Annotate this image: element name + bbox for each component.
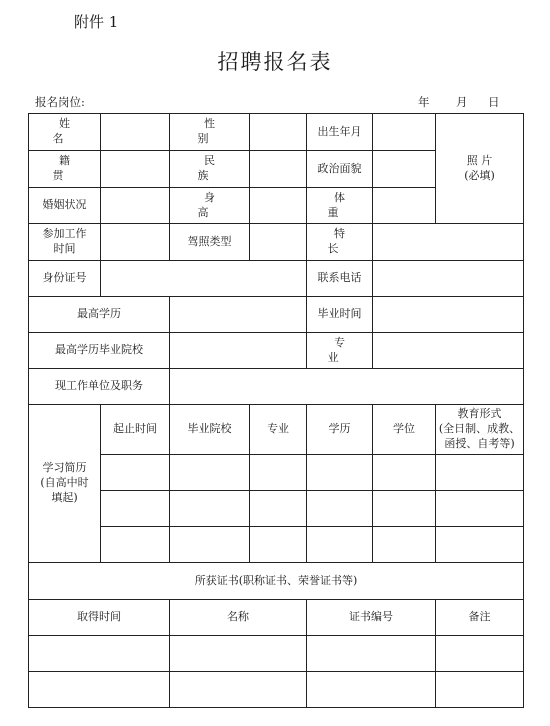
study-col-school: 毕业院校 — [170, 405, 250, 455]
gender-label: 性 别 — [170, 114, 250, 151]
native-field[interactable] — [101, 151, 170, 188]
phone-label: 联系电话 — [307, 261, 373, 297]
name-label: 姓 名 — [29, 114, 101, 151]
cert-cell[interactable] — [436, 636, 524, 672]
weight-label: 体 重 — [307, 188, 373, 224]
registration-form — [28, 113, 524, 708]
study-cell[interactable] — [250, 527, 307, 563]
work-start-line-2: 时间 — [53, 242, 76, 255]
phone-field[interactable] — [373, 261, 524, 297]
grad-time-label: 毕业时间 — [307, 297, 373, 333]
cert-cell[interactable] — [29, 636, 170, 672]
study-cell[interactable] — [101, 527, 170, 563]
form-title: 招聘报名表 — [217, 50, 333, 74]
photo-box[interactable] — [436, 114, 524, 224]
id-field[interactable] — [101, 261, 307, 297]
study-cell[interactable] — [373, 491, 436, 527]
cert-cell[interactable] — [307, 672, 436, 708]
height-label: 身 高 — [170, 188, 250, 224]
study-history-label — [29, 405, 101, 563]
school-label: 最高学历毕业院校 — [29, 333, 170, 369]
study-cell[interactable] — [101, 491, 170, 527]
cert-col-date: 取得时间 — [29, 600, 170, 636]
ethnic-field[interactable] — [250, 151, 307, 188]
work-start-field[interactable] — [101, 224, 170, 261]
study-label-line-2: (自高中时 — [40, 476, 89, 490]
date-month: 月 — [456, 95, 468, 109]
study-col-major: 专业 — [250, 405, 307, 455]
work-start-label — [29, 224, 101, 261]
native-label: 籍 贯 — [29, 151, 101, 188]
study-label-line-3: 填起) — [51, 490, 78, 504]
study-row — [29, 455, 524, 491]
study-col-period: 起止时间 — [101, 405, 170, 455]
cert-row — [29, 636, 524, 672]
cert-col-number: 证书编号 — [307, 600, 436, 636]
birth-label: 出生年月 — [307, 114, 373, 151]
study-form-line-2: (全日制、成教、 — [438, 422, 521, 436]
study-form-line-1: 教育形式 — [457, 407, 502, 421]
study-cell[interactable] — [373, 455, 436, 491]
study-row — [29, 527, 524, 563]
study-cell[interactable] — [307, 527, 373, 563]
specialty-label: 特 长 — [307, 224, 373, 261]
marital-label: 婚姻状况 — [29, 188, 101, 224]
license-field[interactable] — [250, 224, 307, 261]
cert-cell[interactable] — [170, 672, 307, 708]
political-label: 政治面貌 — [307, 151, 373, 188]
id-label: 身份证号 — [29, 261, 101, 297]
cert-cell[interactable] — [29, 672, 170, 708]
study-cell[interactable] — [170, 455, 250, 491]
name-field[interactable] — [101, 114, 170, 151]
date-day: 日 — [488, 95, 500, 109]
specialty-field[interactable] — [373, 224, 524, 261]
post-label: 报名岗位: — [35, 95, 85, 109]
cert-col-name: 名称 — [170, 600, 307, 636]
study-cell[interactable] — [436, 455, 524, 491]
cert-cell[interactable] — [170, 636, 307, 672]
grad-time-field[interactable] — [373, 297, 524, 333]
school-field[interactable] — [170, 333, 307, 369]
study-col-degree: 学位 — [373, 405, 436, 455]
birth-field[interactable] — [373, 114, 436, 151]
photo-label: 照 片 — [466, 153, 493, 167]
cert-col-remark: 备注 — [436, 600, 524, 636]
study-label-line-1: 学习简历 — [42, 461, 87, 475]
study-col-degree-level: 学历 — [307, 405, 373, 455]
license-label: 驾照类型 — [170, 224, 250, 261]
education-field[interactable] — [170, 297, 307, 333]
photo-note: (必填) — [464, 168, 495, 182]
study-cell[interactable] — [101, 455, 170, 491]
study-cell[interactable] — [250, 455, 307, 491]
weight-field[interactable] — [373, 188, 436, 224]
major-field[interactable] — [373, 333, 524, 369]
study-cell[interactable] — [307, 455, 373, 491]
cert-row — [29, 672, 524, 708]
major-label: 专 业 — [307, 333, 373, 369]
attachment-label: 附件 1 — [74, 13, 119, 31]
cert-cell[interactable] — [436, 672, 524, 708]
study-cell[interactable] — [436, 527, 524, 563]
marital-field[interactable] — [101, 188, 170, 224]
certificates-title: 所获证书(职称证书、荣誉证书等) — [29, 563, 524, 600]
study-cell[interactable] — [373, 527, 436, 563]
study-cell[interactable] — [170, 491, 250, 527]
employer-field[interactable] — [170, 369, 524, 405]
employer-label: 现工作单位及职务 — [29, 369, 170, 405]
study-cell[interactable] — [170, 527, 250, 563]
study-cell[interactable] — [436, 491, 524, 527]
study-col-form — [436, 405, 524, 455]
gender-field[interactable] — [250, 114, 307, 151]
study-row — [29, 491, 524, 527]
ethnic-label: 民 族 — [170, 151, 250, 188]
study-cell[interactable] — [250, 491, 307, 527]
political-field[interactable] — [373, 151, 436, 188]
cert-cell[interactable] — [307, 636, 436, 672]
study-form-line-3: 函授、自考等) — [444, 436, 515, 450]
date-year: 年 — [418, 95, 430, 109]
work-start-line-1: 参加工作 — [42, 227, 87, 241]
education-label: 最高学历 — [29, 297, 170, 333]
study-cell[interactable] — [307, 491, 373, 527]
height-field[interactable] — [250, 188, 307, 224]
